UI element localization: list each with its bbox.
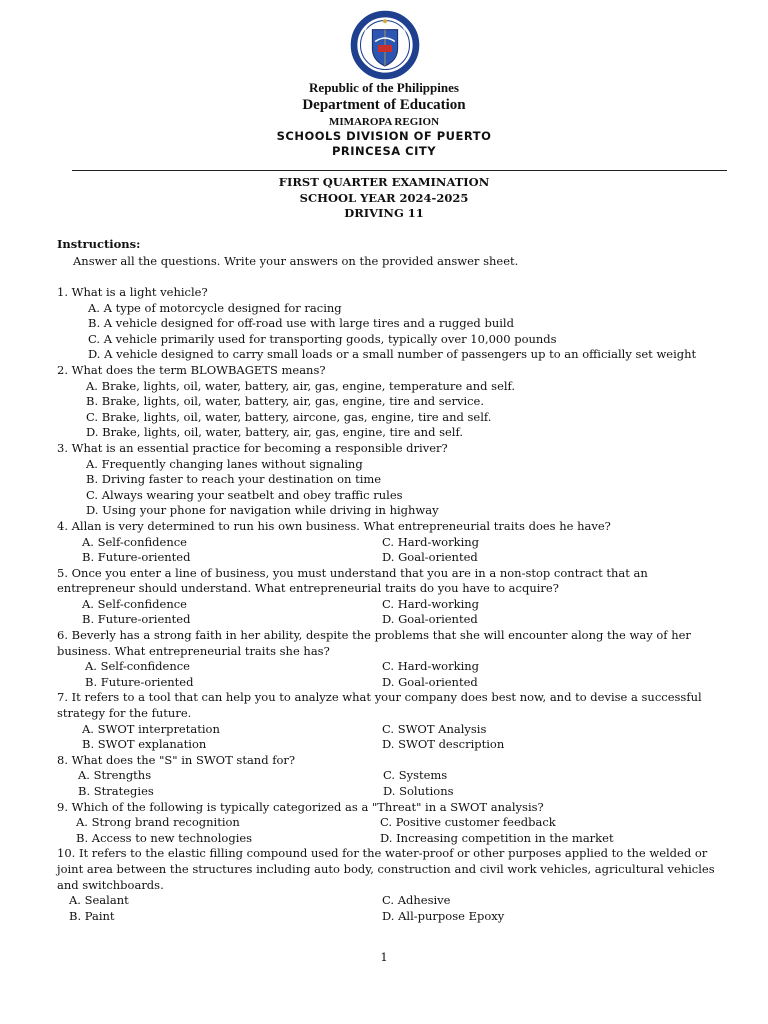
answer-choice: D. SWOT description — [382, 737, 505, 752]
answer-choice: C. SWOT Analysis — [382, 721, 487, 736]
answer-row — [57, 612, 717, 628]
answer-choice: A. Strengths — [78, 768, 152, 783]
answer-choice: B. Future-oriented — [85, 674, 194, 689]
answer-choice: B. Strategies — [78, 784, 154, 798]
division-line-1: SCHOOLS DIVISION OF PUERTO — [276, 129, 492, 143]
school-year: SCHOOL YEAR 2024-2025 — [299, 191, 469, 205]
instructions-text: Answer all the questions. Write your answers on the provided answer sheet. — [73, 254, 519, 268]
answer-row — [57, 893, 717, 909]
answer-choice: D. Goal-oriented — [382, 550, 478, 565]
question-stem: 8. What does the "S" in SWOT stand for? — [57, 752, 296, 767]
republic-heading: Republic of the Philippines — [309, 80, 459, 95]
answer-choice: B. Brake, lights, oil, water, battery, air, gas, engine, tire and service. — [86, 394, 485, 409]
answer-choice: B. Access to new technologies — [76, 830, 253, 845]
subject-title: DRIVING 11 — [344, 206, 424, 220]
question-stem: 7. It refers to a tool that can help you to analyze what your company does best now, and to devise a successful strategy for the future. — [57, 690, 702, 721]
answer-choice: C. Hard-working — [382, 659, 480, 674]
question-stem: 1. What is a light vehicle? — [57, 285, 208, 299]
answer-choice: D. Using your phone for navigation while driving in highway — [86, 503, 439, 518]
deped-seal-icon — [350, 10, 420, 80]
answer-choice: C. Hard-working — [382, 596, 480, 611]
region-heading: MIMAROPA REGION — [328, 116, 440, 128]
question-stem: 9. Which of the following is typically categorized as a "Threat" in a SWOT analysis? — [57, 799, 544, 814]
answer-choice: C. Adhesive — [382, 893, 451, 908]
answer-choice: C. Hard-working — [382, 534, 480, 549]
question-stem: 4. Allan is very determined to run his own business. What entrepreneurial traits does he have? — [57, 518, 611, 533]
answer-choice: D. Solutions — [383, 784, 454, 798]
answer-row — [57, 597, 717, 613]
answer-row — [57, 675, 717, 691]
header-divider — [72, 170, 727, 171]
question-stem: 5. Once you enter a line of business, you must understand that you are in a non-stop contract that an entrepreneur should understand. What entrepreneurial traits do you have to acquire? — [57, 565, 648, 596]
page-number: 1 — [380, 950, 388, 964]
answer-row — [57, 535, 717, 551]
answer-choice: B. Driving faster to reach your destination on time — [86, 472, 382, 487]
answer-choice: A. Sealant — [69, 893, 129, 908]
answer-choice: A. Strong brand recognition — [76, 815, 240, 830]
answer-row — [57, 815, 717, 831]
question-stem: 6. Beverly has a strong faith in her ability, despite the problems that she will encounter along the way of her business. What entrepreneurial traits she has? — [57, 628, 691, 658]
question-stem: 2. What does the term BLOWBAGETS means? — [57, 362, 326, 377]
answer-choice: C. A vehicle primarily used for transporting goods, typically over 10,000 pounds — [88, 331, 557, 346]
answer-row — [57, 768, 717, 784]
answer-choice: D. Brake, lights, oil, water, battery, air, gas, engine, tire and self. — [86, 425, 463, 440]
answer-choice: A. A type of motorcycle designed for racing — [88, 300, 342, 315]
answer-row — [57, 831, 717, 847]
question-stem: 3. What is an essential practice for becoming a responsible driver? — [57, 440, 448, 455]
answer-choice: D. Goal-oriented — [382, 612, 478, 627]
answer-choice: C. Always wearing your seatbelt and obey traffic rules — [86, 487, 403, 502]
answer-choice: A. Self-confidence — [82, 596, 187, 611]
answer-choice: C. Brake, lights, oil, water, battery, aircone, gas, engine, tire and self. — [86, 409, 492, 424]
answer-choice: A. SWOT interpretation — [82, 721, 220, 736]
answer-choice: B. A vehicle designed for off-road use with large tires and a rugged build — [88, 316, 514, 331]
answer-choice: C. Positive customer feedback — [380, 815, 556, 830]
answer-row — [57, 909, 717, 925]
answer-row — [57, 722, 717, 738]
answer-choice: A. Self-confidence — [85, 659, 190, 674]
exam-title: FIRST QUARTER EXAMINATION — [278, 175, 490, 189]
answer-choice: D. A vehicle designed to carry small loads or a small number of passengers up to an officially set weight — [88, 347, 697, 362]
answer-choice: A. Frequently changing lanes without signaling — [86, 456, 363, 471]
department-heading: Department of Education — [302, 97, 466, 113]
answer-choice: C. Systems — [383, 768, 448, 783]
instructions-heading: Instructions: — [57, 237, 141, 251]
answer-row — [57, 550, 717, 566]
answer-choice: B. Future-oriented — [82, 550, 191, 565]
answer-choice: A. Brake, lights, oil, water, battery, air, gas, engine, temperature and self. — [86, 378, 516, 393]
answer-choice: D. All-purpose Epoxy — [382, 908, 505, 923]
answer-row — [57, 784, 717, 800]
answer-choice: B. Future-oriented — [82, 612, 191, 627]
answer-row — [57, 737, 717, 753]
answer-choice: B. SWOT explanation — [82, 737, 207, 752]
division-line-2: PRINCESA CITY — [331, 144, 437, 158]
question-list — [57, 285, 717, 924]
division-heading — [0, 129, 768, 159]
answer-choice: D. Goal-oriented — [382, 674, 478, 689]
answer-choice: A. Self-confidence — [82, 534, 187, 549]
answer-row — [57, 659, 717, 675]
answer-choice: B. Paint — [69, 908, 115, 923]
question-stem: 10. It refers to the elastic filling compound used for the water-proof or other purposes applied to the welded or joint area between the structures including auto body, construction and civil work vehicles, agricultural vehicles and switchboards. — [57, 846, 715, 892]
answer-choice: D. Increasing competition in the market — [380, 830, 614, 845]
